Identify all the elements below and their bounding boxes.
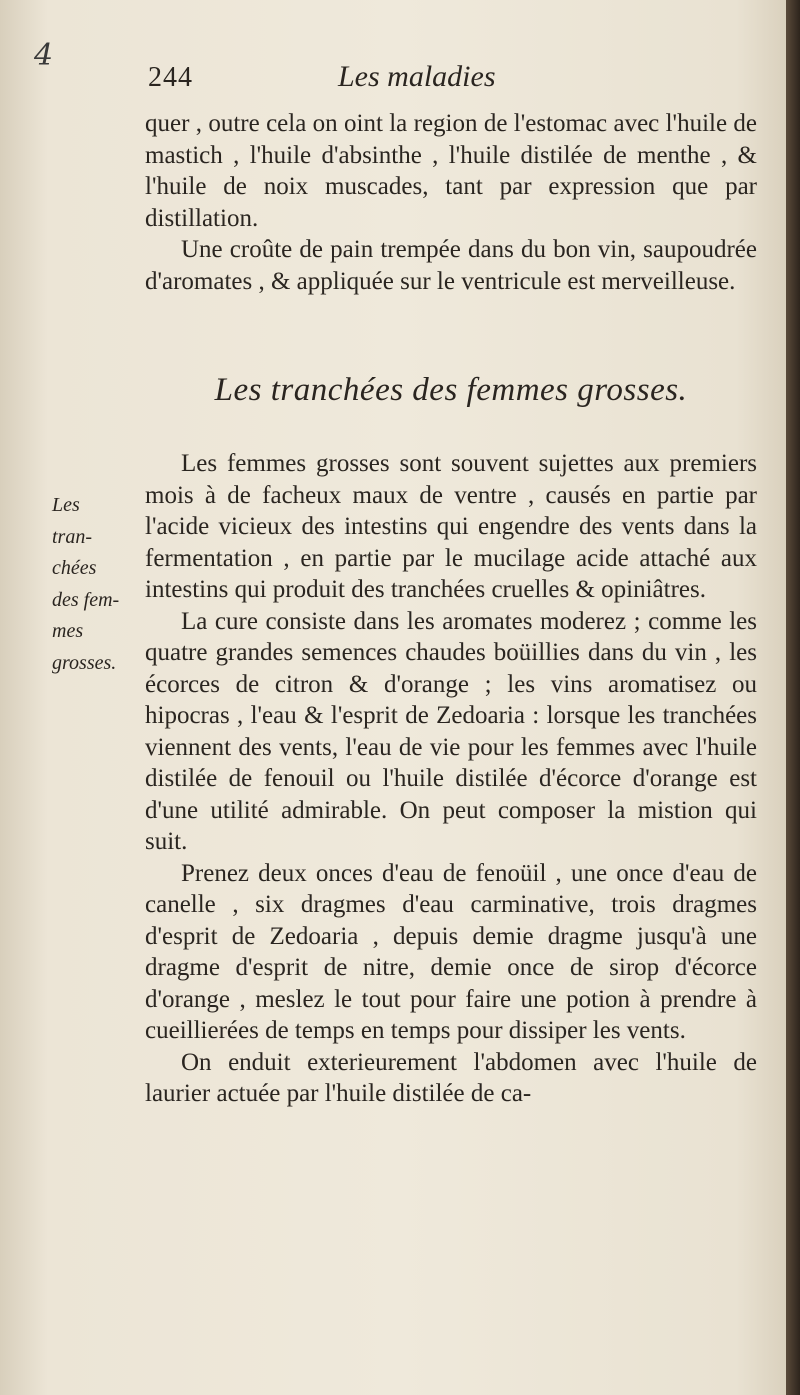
opening-text [145,108,757,297]
margin-note-line: mes [52,620,84,642]
book-spine-shadow [786,0,800,1395]
section-body [145,448,757,1110]
paragraph: Les femmes grosses sont souvent sujettes aux premiers mois à de facheux maux de ventre , causés en partie par l'acide vicieux des intestins qui engendre des vents dans la fermentation , en partie par le mucilage acide attaché aux intestins qui produit des tranchées cruelles & opiniâtres. [145,450,757,603]
margin-note-line: chées [52,557,97,579]
paragraph: La cure consiste dans les aromates moderez ; comme les quatre grandes semences chaudes boüillies dans du vin , les écorces de citron & d'orange ; les vins aromatisez ou hipocras , l'eau & l'esprit de Zedoaria : lorsque les tranchées viennent des vents, l'eau de vie pour les femmes avec l'huile distilée de fenouil ou l'huile distilée d'écorce d'orange est d'une utilité admirable. On peut composer la mistion qui suit. [145,607,757,855]
margin-note [52,490,142,679]
corner-mark: 4 [34,38,54,73]
margin-note-line: grosses. [52,651,117,674]
paragraph: Prenez deux onces d'eau de fenoüil , une once d'eau de canelle , six dragmes d'eau carminative, trois dragmes d'esprit de Zedoaria , depuis demie dragme jusqu'à une dragme d'esprit de nitre, demie once de sirop d'écorce d'orange , meslez le tout pour faire une potion à prendre à cueillierées de temps en temps pour dissiper les vents. [145,859,757,1044]
running-title: Les maladies [338,60,496,93]
margin-note-line: tran- [52,525,92,548]
paragraph: Une croûte de pain trempée dans du bon vin, saupoudrée d'aromates , & appliquée sur le ventricule est merveilleuse. [145,236,757,295]
margin-note-line: des fem- [52,588,120,611]
page-number: 244 [148,62,193,93]
paragraph: On enduit exterieurement l'abdomen avec l'huile de laurier actuée par l'huile distilée de ca- [145,1048,757,1107]
section-heading: Les tranchées des femmes grosses. [214,372,688,408]
running-head [148,60,748,104]
margin-note-line: Les [52,494,80,516]
paragraph: quer , outre cela on oint la region de l'estomac avec l'huile de mastich , l'huile d'absinthe , l'huile distilée de menthe , & l'huile de noix muscades, tant par expression que par distillation. [145,110,757,232]
